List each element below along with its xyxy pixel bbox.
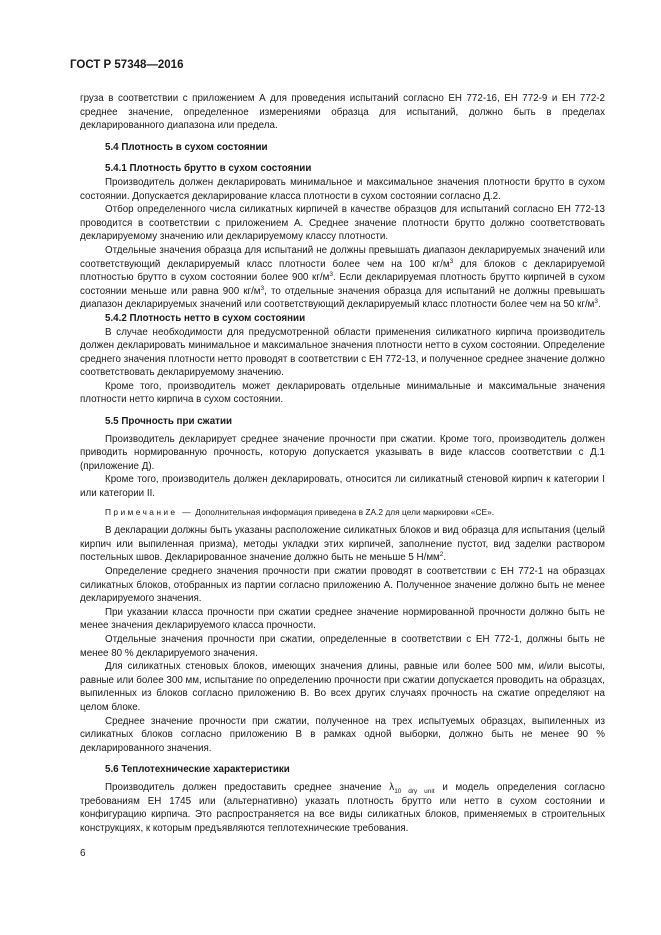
paragraph: Производитель декларирует среднее значение прочности при сжатии. Кроме того, производитель должен приводить нормированную прочность, которую допускается указывать в виде классов соответствии с Д.1 (приложение Д). <box>80 433 605 472</box>
section-heading-5-4: 5.4 Плотность в сухом состоянии <box>105 141 268 153</box>
paragraph: Для силикатных стеновых блоков, имеющих значения длины, равные или более 500 мм, и/или высоты, равные или более 300 мм, испытание по определению прочности при сжатии допускается проводить на образцах, выпиленных из блоков согласно приложению В. Во всех других случаях прочность на сжатие определяют на целом блоке. <box>80 661 605 713</box>
subscript: 10 dry unit <box>394 787 435 795</box>
text-run: и модель определения согласно требованиям ЕН 1745 или (альтернативно) указать плотность брутто или нетто в сухом состоянии и конфигурацию кирпича. Это распространяется на все виды силикатных блоков, применяемых в строительных конструкциях, к которым предъявляются теплотехнические требования. <box>80 781 605 834</box>
paragraph: Определение среднего значения прочности при сжатии проводят в соответствии с ЕН 772-1 на образцах силикатных блоков, отобранных из партии согласно приложению А. Полученное значение должно быть не менее декларируемого значения. <box>80 566 605 605</box>
paragraph: Кроме того, производитель должен декларировать, относится ли силикатный стеновой кирпич к категории I или категории II. <box>80 474 605 500</box>
text-run: Производитель должен предоставить среднее значение <box>105 781 390 793</box>
superscript: 3 <box>594 298 599 306</box>
paragraph <box>80 244 605 312</box>
paragraph: При указании класса прочности при сжатии среднее значение нормированной прочности должно быть не менее значения декларируемого класса прочности. <box>80 606 605 632</box>
paragraph: груза в соответствии с приложением А для проведения испытаний согласно ЕН 772-16, ЕН 772-9 и ЕН 772-2 среднее значение, определенное измерениями образца для испытаний, должно быть в пределах декларированного диапазона или предела. <box>80 93 605 132</box>
page-body <box>80 92 605 835</box>
text-run: Отдельные значения образца для испытаний не должны превышать диапазон декларируемых значений или соответствующий декларируемый класс плотности более чем на 100 кг/м <box>80 244 605 270</box>
lambda-symbol: λ <box>389 781 395 793</box>
text-run: . <box>443 552 447 564</box>
paragraph: В случае необходимости для предусмотренной области применения силикатного кирпича производитель должен декларировать минимальное и максимальное значения плотности нетто в сухом состоянии. Определение среднего значения плотности нетто проводят в соответствии с ЕН 772-13, и полученное среднее значение должно соответствовать декларируемому значению. <box>80 326 605 379</box>
page-header: ГОСТ Р 57348—2016 <box>70 59 184 71</box>
text-run: , то отдельные значения образца для испытаний не должны превышать диапазон декларируемых значений или соответствующий декларируемый класс плотности более чем на 50 кг/м <box>80 285 605 311</box>
note <box>105 506 605 520</box>
note-label: Примечание — <box>105 506 193 517</box>
superscript: 3 <box>260 284 265 292</box>
note-text: Дополнительная информация приведена в ZA.2 для цели маркировки «СЕ». <box>192 506 495 517</box>
superscript: 2 <box>439 551 444 559</box>
text-run: . <box>598 299 601 311</box>
paragraph: Отбор определенного числа силикатных кирпичей в качестве образцов для испытаний согласно ЕН 772-13 проводится в соответствии с приложением А. Среднее значение плотности брутто должно соответствовать декларируемому значению или декларируемому классу плотности. <box>80 204 605 243</box>
section-heading-5-5: 5.5 Прочность при сжатии <box>105 416 233 428</box>
text-run: для блоков с декларируемой плотностью брутто в сухом состоянии более 900 кг/м <box>80 258 605 284</box>
section-heading-5-4-1: 5.4.1 Плотность брутто в сухом состоянии <box>105 163 312 175</box>
page-number: 6 <box>80 848 86 859</box>
section-heading-5-6: 5.6 Теплотехнические характеристики <box>105 764 290 776</box>
paragraph <box>80 524 605 565</box>
superscript: 3 <box>329 271 333 279</box>
paragraph: Кроме того, производитель может декларировать отдельные минимальные и максимальные значения плотности нетто кирпича в сухом состоянии. <box>80 380 605 406</box>
paragraph <box>80 781 605 835</box>
paragraph: Отдельные значения прочности при сжатии, определенные в соответствии с ЕН 772-1, должны быть не менее 80 % декларируемого значения. <box>80 633 605 659</box>
text-run: В декларации должны быть указаны расположение силикатных блоков и вид образца для испытания (целый кирпич или выпиленная призма), методы укладки этих кирпичей, заполнение пустот, вид заделки раствором постельных швов. Декларированное значение должно быть не меньше 5 Н/мм <box>80 525 605 564</box>
paragraph: Производитель должен декларировать минимальное и максимальное значения плотности брутто в сухом состоянии. Допускается декларирование класса плотности в сухом состоянии согласно Д.2. <box>80 176 605 202</box>
superscript: 3 <box>449 257 454 265</box>
section-heading-5-4-2: 5.4.2 Плотность нетто в сухом состоянии <box>105 312 306 324</box>
text-run: . Если декларируемая плотность брутто кирпичей в сухом состоянии меньше или равна 900 кг/м <box>80 272 606 297</box>
paragraph: Среднее значение прочности при сжатии, полученное на трех испытуемых образцах, выпиленных из силикатных блоков согласно приложению В в рамках одной выборки, должно быть не менее 90 % декларированного значения. <box>80 715 605 754</box>
